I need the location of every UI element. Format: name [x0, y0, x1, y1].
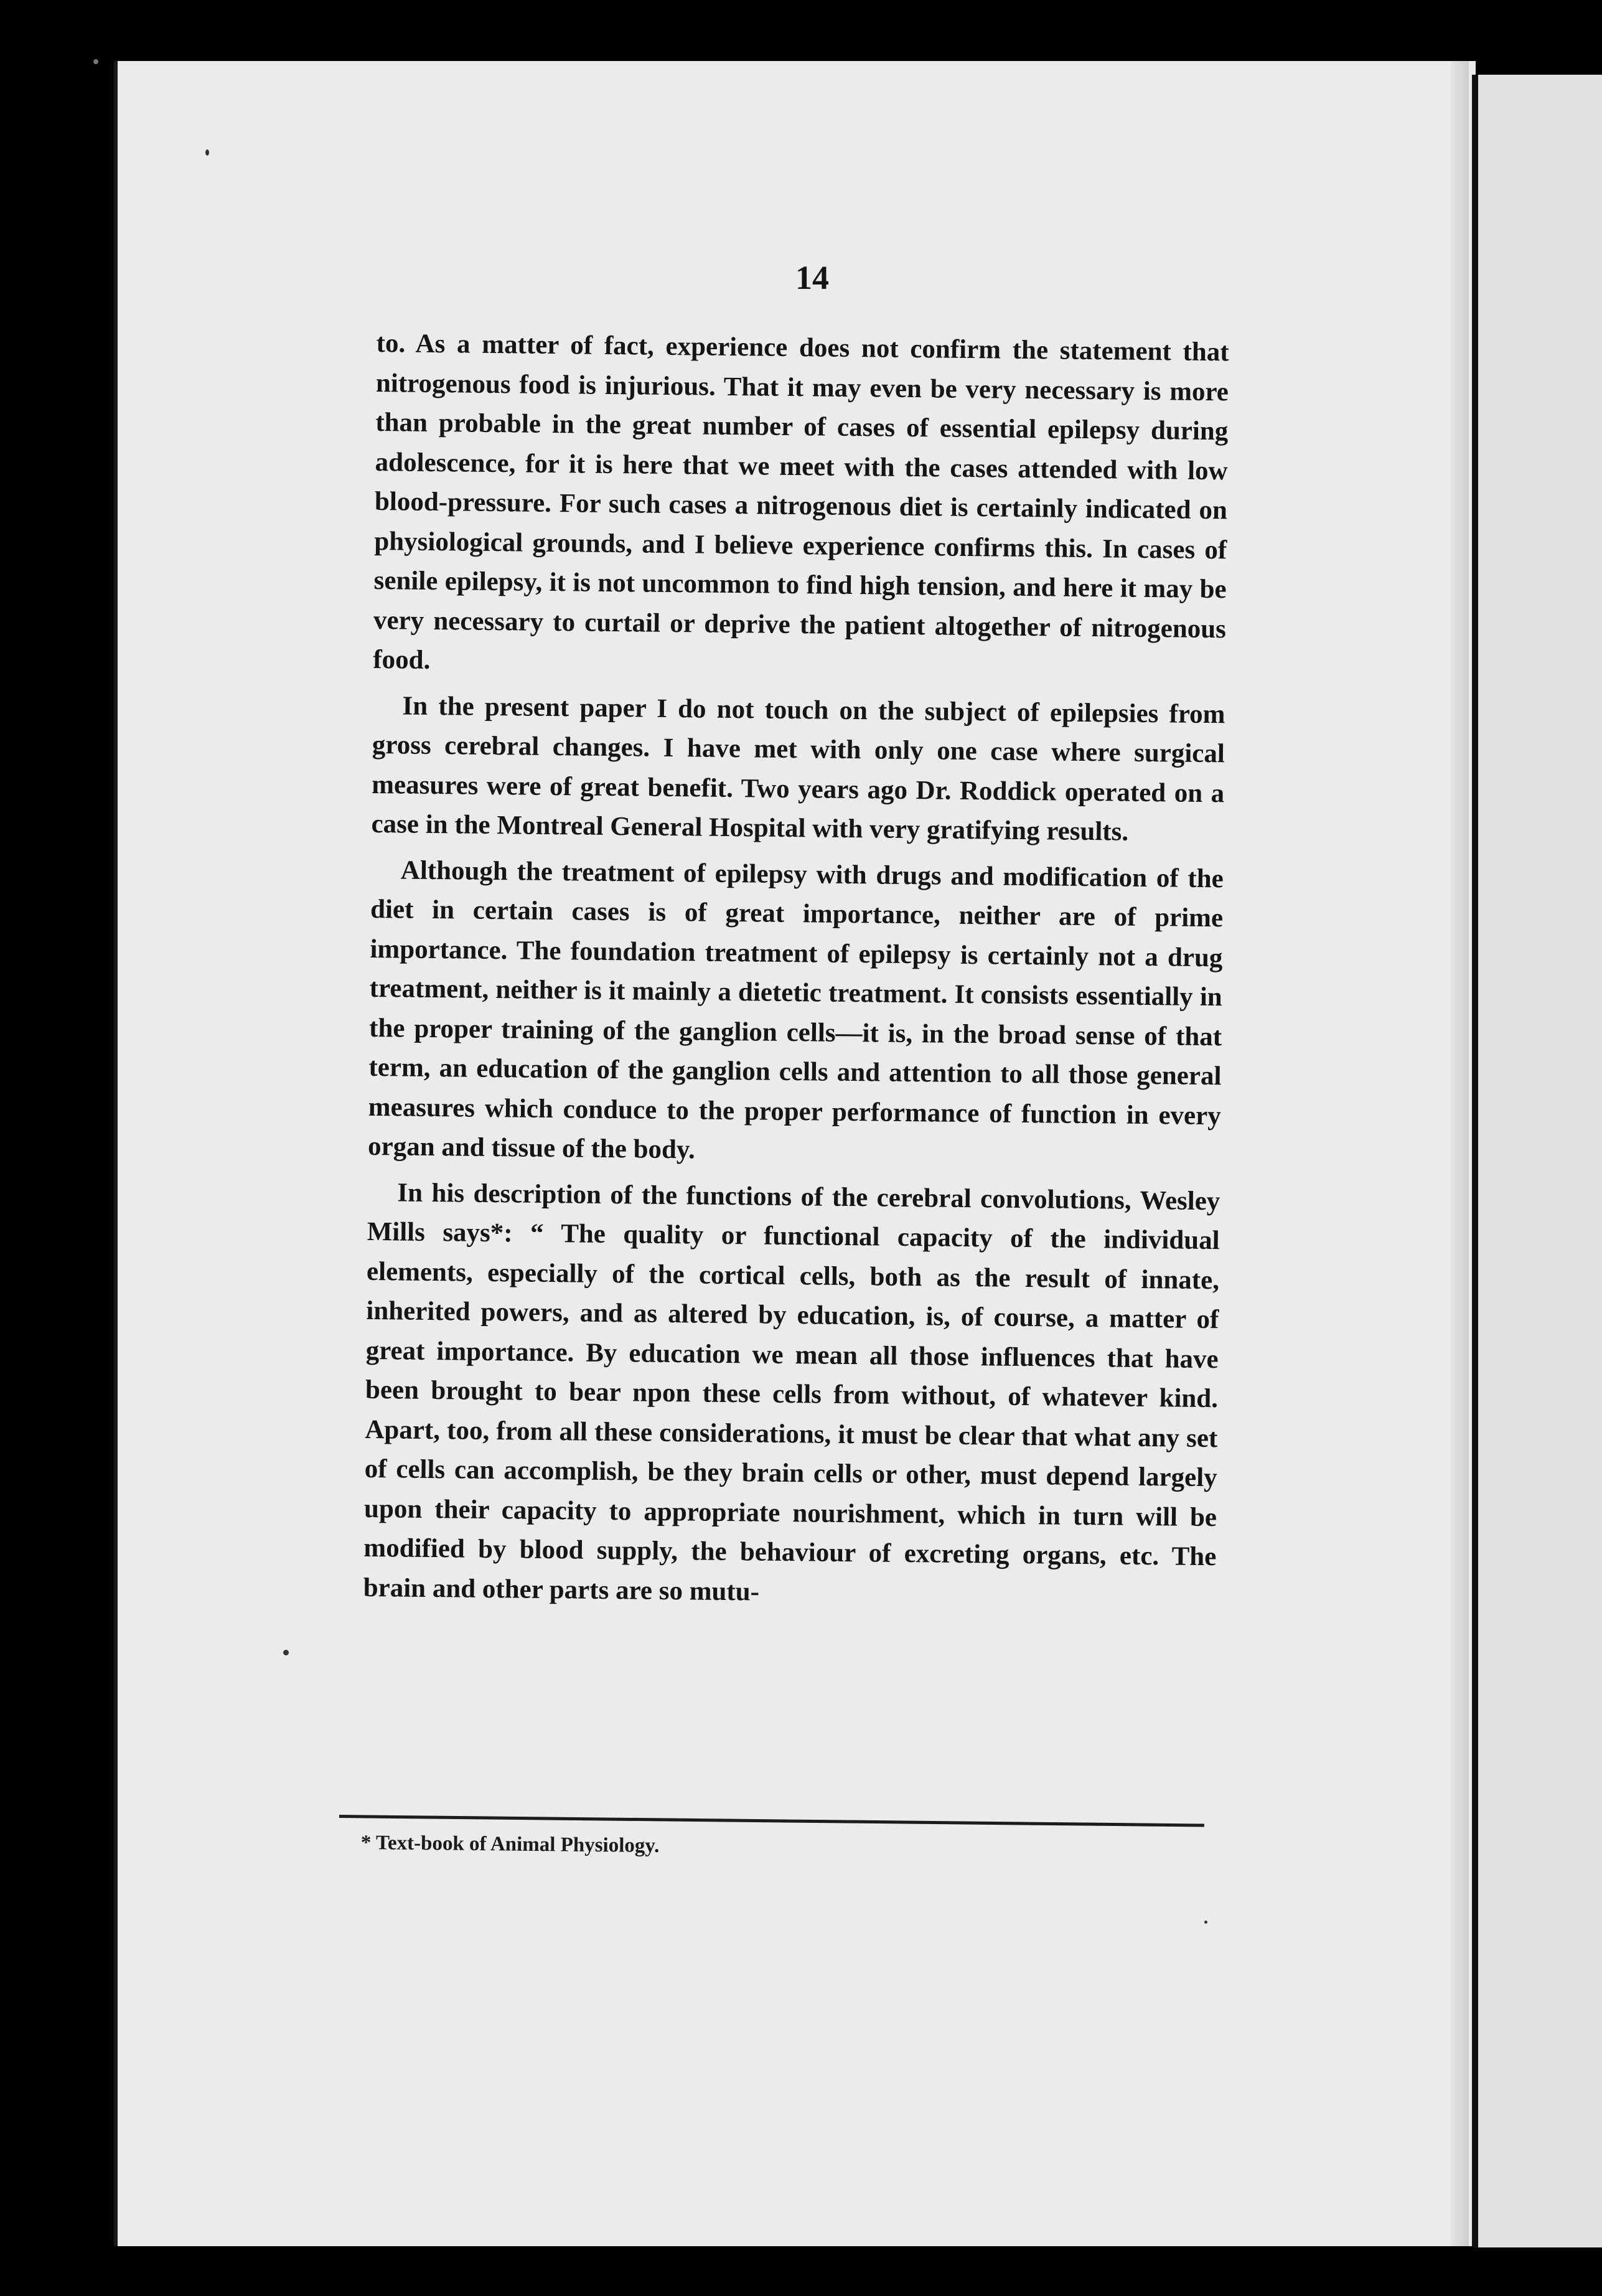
page-number: 14 [795, 259, 829, 296]
scan-speck [93, 59, 98, 64]
scan-speck [205, 149, 209, 156]
facing-page-edge [1472, 75, 1602, 2247]
paragraph: In the present paper I do not touch on the subject of epilepsies from gross cerebral changes. I have met with only one case where surgical measures were of great benefit. Two years ago Dr. Roddick operated on a case in the Montreal General Hospital with very gratifying results. [371, 690, 1225, 847]
paragraph: Although the treatment of epilepsy with drugs and modification of the diet in certain cases is of great importance, neither are of prime importance. The foundation treatment of epilepsy is certainly not a drug treatment, neither is it mainly a dietetic treatment. It consists essentially in the proper training of the ganglion cells—it is, in the broad sense of that term, an education of the ganglion cells and attention to all those general measures which conduce to the proper performance of function in every organ and tissue of the body. [367, 855, 1224, 1165]
page-gutter-shadow [1450, 61, 1469, 2246]
body-text [363, 324, 1229, 1622]
footnote: * Text-book of Animal Physiology. [360, 1832, 660, 1858]
paragraph-continuation: to. As a matter of fact, experience does not confirm the statement that nitrogenous food is injurious. That it may even be very necessary is more than probable in the great number of cases of essential epilepsy during adolescence, for it is here that we meet with the cases attended with low blood-pressure. For such cases a nitrogenous diet is certainly indicated on physiological grounds, and I believe experience confirms this. In cases of senile epilepsy, it is not uncommon to find high tension, and here it may be very necessary to curtail or deprive the patient altogether of nitrogenous food. [373, 328, 1229, 675]
scan-speck [283, 1650, 289, 1655]
scan-speck [1204, 1921, 1207, 1924]
paragraph: In his description of the functions of the cerebral convolutions, Wesley Mills says*: “ The quality or functional capacity of the individual elements, especially of the cortical cells, both as the result of innate, inherited powers, and as altered by education, is, of course, a matter of great importance. By education we mean all those influences that have been brought to bear npon these cells from without, of whatever kind. Apart, too, from all these considerations, it must be clear that what any set of cells can accomplish, be they brain cells or other, must depend largely upon their capacity to appropriate nourishment, which in turn will be modified by blood supply, the behaviour of excreting organs, etc. The brain and other parts are so mutu- [363, 1177, 1220, 1607]
